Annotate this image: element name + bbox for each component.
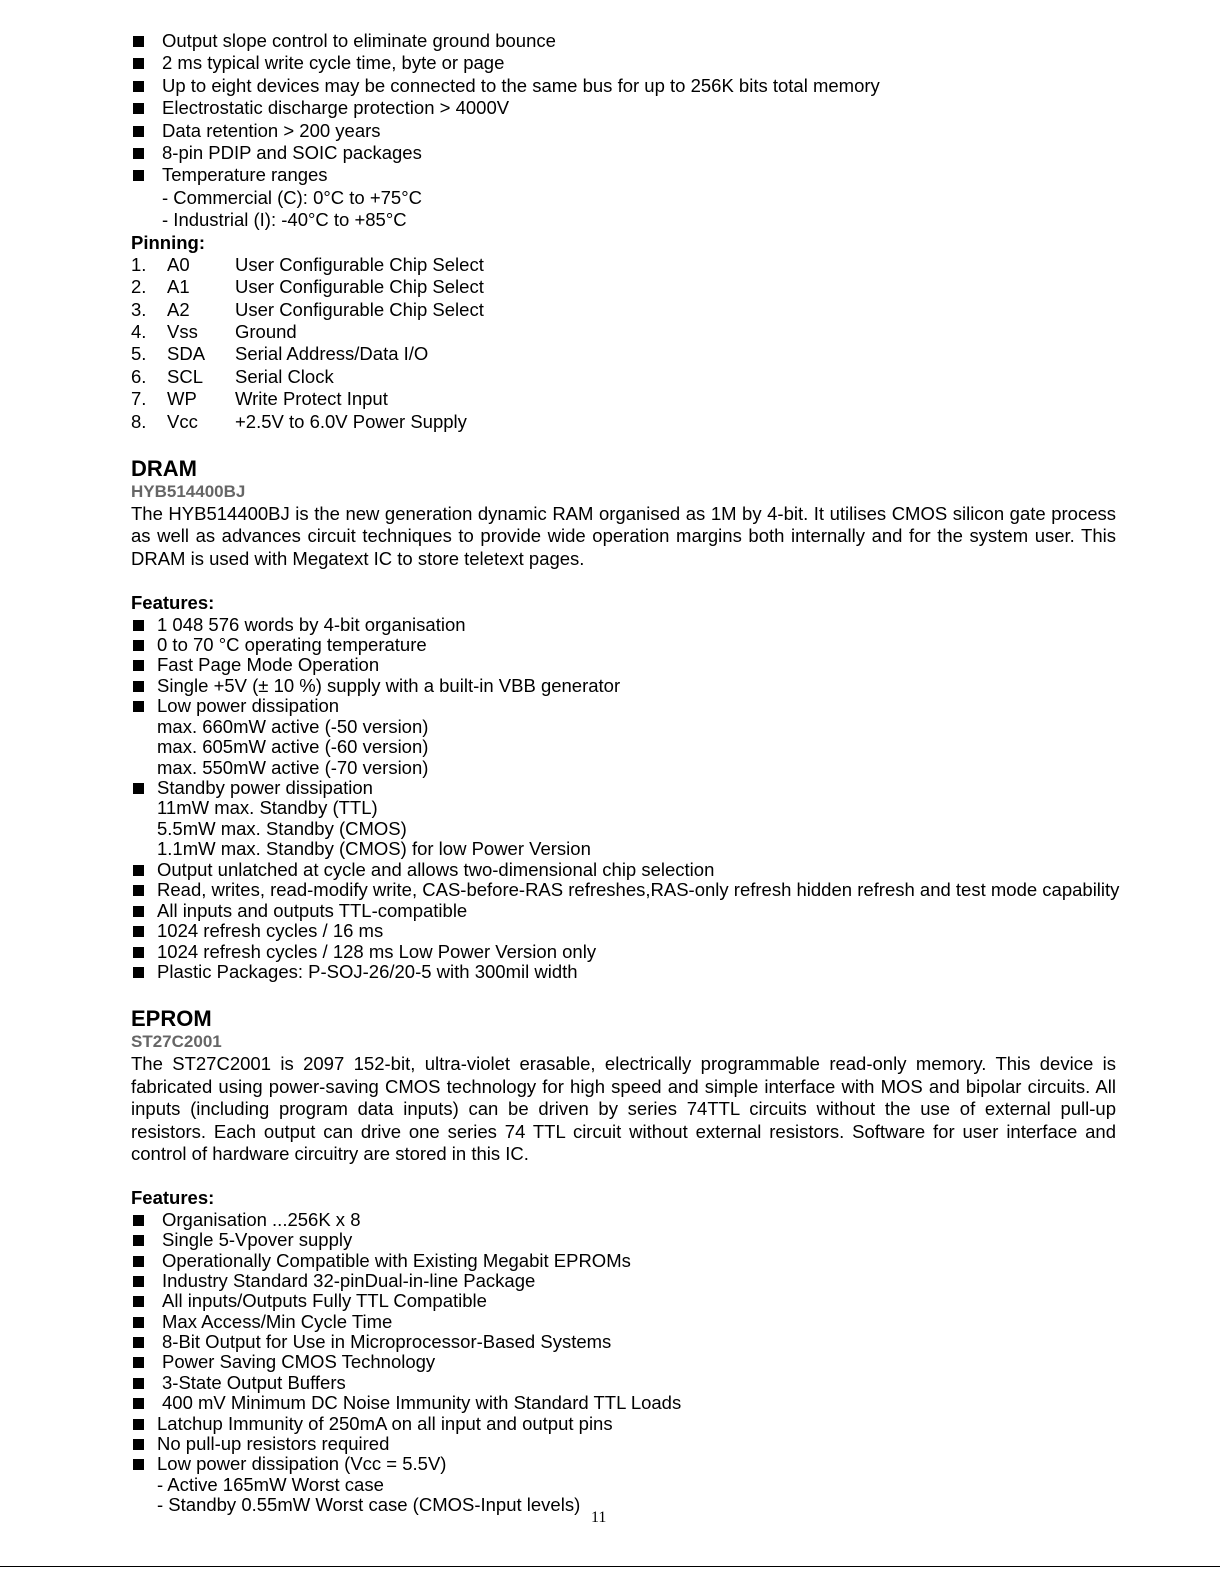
list-item: Plastic Packages: P-SOJ-26/20-5 with 300mil width [131,962,1116,982]
list-item: Latchup Immunity of 250mA on all input and output pins [131,1414,1116,1434]
dram-description: The HYB514400BJ is the new generation dynamic RAM organised as 1M by 4-bit. It utilises CMOS silicon gate process as well as advances circuit techniques to provide wide operation margins both internally and for the system user. This DRAM is used with Megatext IC to store teletext pages. [131,503,1116,569]
list-item: Output unlatched at cycle and allows two-dimensional chip selection [131,860,1116,880]
bullet-square-icon [133,640,144,651]
list-item: Single +5V (± 10 %) supply with a built-in VBB generator [131,676,1116,696]
list-item: Temperature ranges [131,164,1116,186]
bullet-square-icon [133,906,144,917]
list-item: Low power dissipation (Vcc = 5.5V) [131,1454,1116,1474]
bullet-square-icon [133,1378,144,1389]
bullet-square-icon [133,148,144,159]
sub-item: - Standby 0.55mW Worst case (CMOS-Input levels) [157,1494,581,1516]
bullet-square-icon [133,947,144,958]
eprom-description: The ST27C2001 is 2097 152-bit, ultra-violet erasable, electrically programmable read-only memory. This device is fabricated using power-saving CMOS technology for high speed and simple interface with MOS and bipolar circuits. All inputs (including program data inputs) can be driven by series 74TTL circuits without the use of external pull-up resistors. Each output can drive one series 74 TTL circuit without external resistors. Software for user interface and control of hardware circuitry are stored in this IC. [131,1053,1116,1164]
list-item: Power Saving CMOS Technology [131,1352,1116,1372]
sub-item: - Active 165mW Worst case [157,1473,384,1495]
list-item: Up to eight devices may be connected to the same bus for up to 256K bits total memory [131,75,1116,97]
eprom-heading: EPROM [131,1006,212,1032]
list-item: All inputs and outputs TTL-compatible [131,901,1116,921]
list-item: Standby power dissipation [131,778,1116,798]
list-item: 1 048 576 words by 4-bit organisation [131,615,1116,635]
bullet-square-icon [133,1337,144,1348]
bullet-square-icon [133,660,144,671]
bullet-square-icon [133,865,144,876]
dram-feature-list [131,613,1120,983]
bullet-square-icon [133,926,144,937]
list-item: No pull-up resistors required [131,1434,1116,1454]
pinning-heading: Pinning: [131,231,205,253]
bullet-square-icon [133,1296,144,1307]
bullet-square-icon [133,1215,144,1226]
bullet-square-icon [133,1398,144,1409]
bullet-square-icon [133,1235,144,1246]
eprom-feature-list [131,1210,1116,1516]
pin-row: 6. SCL Serial Clock [131,365,334,387]
bottom-rule [0,1566,1220,1567]
bullet-square-icon [133,1439,144,1450]
sub-item: max. 660mW active (-50 version) [157,715,429,737]
list-item: 1024 refresh cycles / 128 ms Low Power Version only [131,942,1116,962]
list-item: 2 ms typical write cycle time, byte or page [131,52,1116,74]
dram-features-heading: Features: [131,592,215,614]
dram-part-number: HYB514400BJ [131,482,246,502]
bullet-square-icon [133,620,144,631]
sub-item: max. 550mW active (-70 version) [157,756,429,778]
list-item: Max Access/Min Cycle Time [131,1312,1116,1332]
list-item: Output slope control to eliminate ground bounce [131,30,1116,52]
bullet-square-icon [133,1419,144,1430]
bullet-square-icon [133,103,144,114]
list-item: Read, writes, read-modify write, CAS-before-RAS refreshes,RAS-only refresh hidden refresh and test mode capability [131,880,1116,900]
bullet-square-icon [133,1459,144,1470]
list-item: 8-pin PDIP and SOIC packages [131,142,1116,164]
bullet-square-icon [133,783,144,794]
document-page [131,30,1120,1516]
eprom-part-number: ST27C2001 [131,1032,222,1052]
pin-row: 2. A1 User Configurable Chip Select [131,276,484,298]
list-item: All inputs/Outputs Fully TTL Compatible [131,1291,1116,1311]
list-item: Organisation ...256K x 8 [131,1210,1116,1230]
list-item: 3-State Output Buffers [131,1373,1116,1393]
eeprom-feature-list [131,30,1116,232]
bullet-square-icon [133,1256,144,1267]
pin-row: 5. SDA Serial Address/Data I/O [131,343,429,365]
list-item: Data retention > 200 years [131,120,1116,142]
bullet-square-icon [133,126,144,137]
page-number: 11 [591,1509,607,1526]
pin-row: 4. Vss Ground [131,321,297,343]
list-item: Single 5-Vpover supply [131,1230,1116,1250]
list-item: Electrostatic discharge protection > 4000V [131,97,1116,119]
sub-item: max. 605mW active (-60 version) [157,736,429,758]
bullet-square-icon [133,1357,144,1368]
bullet-square-icon [133,170,144,181]
sub-item: 11mW max. Standby (TTL) [157,797,378,819]
list-item: Operationally Compatible with Existing Megabit EPROMs [131,1251,1116,1271]
dram-heading: DRAM [131,456,197,482]
temperature-range-industrial: - Industrial (I): -40°C to +85°C [162,209,407,231]
pin-row: 7. WP Write Protect Input [131,388,388,410]
pinning-table [131,254,1116,433]
list-item: 8-Bit Output for Use in Microprocessor-Based Systems [131,1332,1116,1352]
bullet-square-icon [133,1317,144,1328]
bullet-square-icon [133,967,144,978]
bullet-square-icon [133,36,144,47]
bullet-square-icon [133,701,144,712]
list-item: Industry Standard 32-pinDual-in-line Package [131,1271,1116,1291]
bullet-square-icon [133,1276,144,1287]
bullet-square-icon [133,885,144,896]
bullet-square-icon [133,58,144,69]
sub-item: 1.1mW max. Standby (CMOS) for low Power Version [157,838,591,860]
list-item: 1024 refresh cycles / 16 ms [131,921,1116,941]
list-item: Fast Page Mode Operation [131,655,1116,675]
pin-row: 1. A0 User Configurable Chip Select [131,253,484,275]
eprom-features-heading: Features: [131,1187,215,1209]
temperature-range-commercial: - Commercial (C): 0°C to +75°C [162,186,422,208]
list-item: Low power dissipation [131,696,1116,716]
pin-row: 8. Vcc +2.5V to 6.0V Power Supply [131,410,467,432]
pin-row: 3. A2 User Configurable Chip Select [131,298,484,320]
sub-item: 5.5mW max. Standby (CMOS) [157,817,407,839]
list-item: 0 to 70 °C operating temperature [131,635,1116,655]
list-item: 400 mV Minimum DC Noise Immunity with Standard TTL Loads [131,1393,1116,1413]
bullet-square-icon [133,81,144,92]
bullet-square-icon [133,681,144,692]
